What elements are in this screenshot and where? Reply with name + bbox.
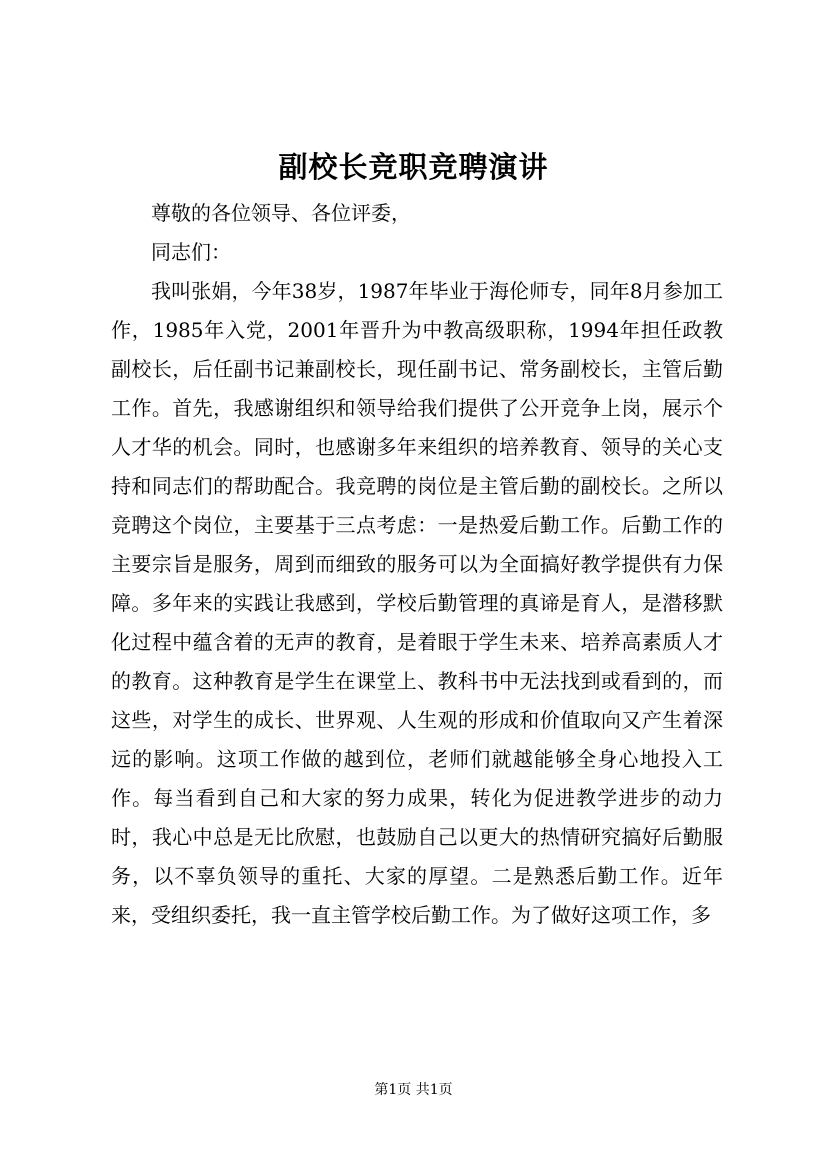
salutation-line-1: 尊敬的各位领导、各位评委， — [151, 201, 411, 225]
document-body — [111, 194, 723, 935]
document-title: 副校长竞职竞聘演讲 — [278, 150, 549, 184]
body-paragraph: 我叫张娟，今年38岁，1987年毕业于海伦师专，同年8月参加工作，1985年入党，2001年晋升为中教高级职称，1994年担任政教副校长，后任副书记兼副校长，现任副书记、常务副校长，主管后勤工作。首先，我感谢组织和领导给我们提供了公开竞争上岗，展示个人才华的机会。同时，也感谢多年来组织的培养教育、领导的关心支持和同志们的帮助配合。我竞聘的岗位是主管后勤的副校长。之所以竞聘这个岗位，主要基于三点考虑：一是热爱后勤工作。后勤工作的主要宗旨是服务，周到而细致的服务可以为全面搞好教学提供有力保障。多年来的实践让我感到，学校后勤管理的真谛是育人，是潜移默化过程中蕴含着的无声的教育，是着眼于学生未来、培养高素质人才的教育。这种教育是学生在课堂上、教科书中无法找到或看到的，而这些，对学生的成长、世界观、人生观的形成和价值取向又产生着深远的影响。这项工作做的越到位，老师们就越能够全身心地投入工作。每当看到自己和大家的努力成果，转化为促进教学进步的动力时，我心中总是无比欣慰，也鼓励自己以更大的热情研究搞好后勤服务，以不辜负领导的重托、大家的厚望。二是熟悉后勤工作。近年来，受组织委托，我一直主管学校后勤工作。为了做好这项工作，多 — [111, 279, 723, 927]
page-number-footer: 第1页 共1页 — [374, 1082, 453, 1098]
salutation-line-2: 同志们： — [151, 240, 231, 264]
